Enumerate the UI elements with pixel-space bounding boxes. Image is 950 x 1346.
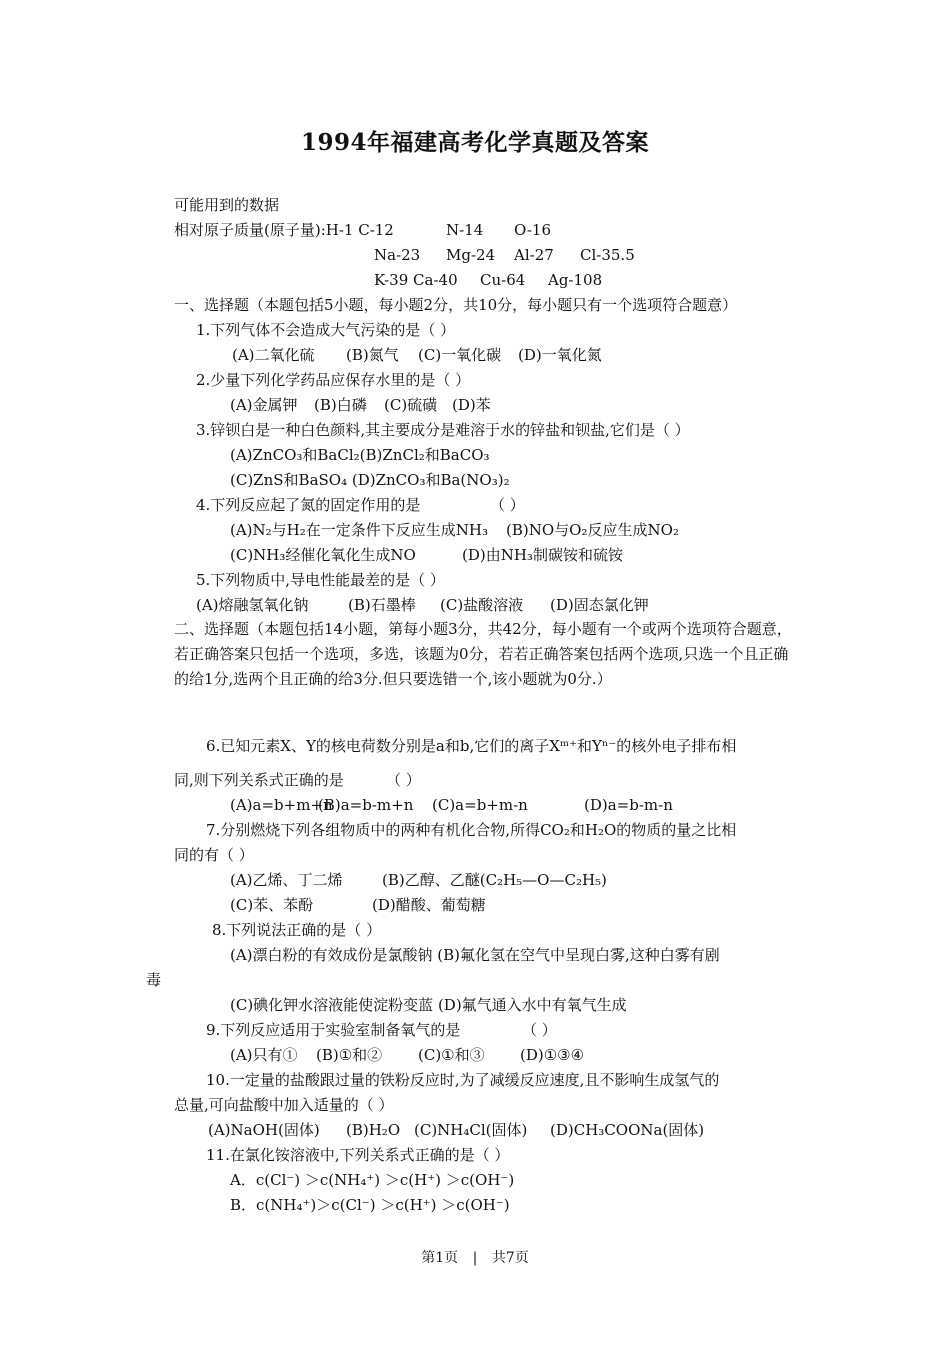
- option: (B)氮气: [346, 346, 399, 364]
- atomic-mass-item: Na-23: [374, 246, 421, 264]
- option: (D)①③④: [520, 1046, 585, 1064]
- option: (D)苯: [452, 396, 491, 414]
- data-heading: 可能用到的数据: [174, 196, 280, 214]
- option: (B)石墨棒: [348, 596, 416, 614]
- question-stem: 同,则下列关系式正确的是: [174, 771, 344, 789]
- option: (B)白磷: [314, 396, 367, 414]
- question-stem: 7.分别燃烧下列各组物质中的两种有机化合物,所得CO₂和H₂O的物质的量之比相: [206, 821, 737, 839]
- option: B．c(NH₄⁺)＞c(Cl⁻) ＞c(H⁺) ＞c(OH⁻): [230, 1196, 510, 1214]
- option: (D)一氧化氮: [518, 346, 602, 364]
- question-stem: 10.一定量的盐酸跟过量的铁粉反应时,为了减缓反应速度,且不影响生成氢气的: [206, 1071, 720, 1089]
- option-line: (A)ZnCO₃和BaCl₂(B)ZnCl₂和BaCO₃: [230, 446, 490, 464]
- option: (C)①和③: [418, 1046, 485, 1064]
- question-stem: 3.锌钡白是一种白色颜料,其主要成分是难溶于水的锌盐和钡盐,它们是（ ）: [196, 421, 690, 439]
- option: A．c(Cl⁻) ＞c(NH₄⁺) ＞c(H⁺) ＞c(OH⁻): [230, 1171, 515, 1189]
- atomic-mass-item: Al-27: [514, 246, 554, 264]
- section1-header: 一、选择题（本题包括5小题，每小题2分，共10分，每小题只有一个选项符合题意）: [174, 296, 738, 314]
- option: (A)只有①: [230, 1046, 298, 1064]
- option: (C)盐酸溶液: [440, 596, 524, 614]
- option: (A)二氧化硫: [232, 346, 315, 364]
- footer-separator: |: [472, 1250, 478, 1266]
- answer-paren: （ ）: [490, 496, 525, 514]
- question-stem: 4.下列反应起了氮的固定作用的是: [196, 496, 421, 514]
- option: (A)NaOH(固体): [208, 1121, 320, 1139]
- question-stem: 6.已知元素X、Y的核电荷数分别是a和b,它们的离子Xᵐ⁺和Yⁿ⁻的核外电子排布相: [206, 737, 737, 755]
- page-footer: [0, 1247, 950, 1267]
- option: (A)金属钾: [230, 396, 298, 414]
- answer-paren: （ ）: [522, 1021, 557, 1039]
- atomic-mass-item: Mg-24: [446, 246, 496, 264]
- option: (D)a=b-m-n: [584, 796, 673, 814]
- option: (A)乙烯、丁二烯: [230, 871, 343, 889]
- question-stem: 9.下列反应适用于实验室制备氧气的是: [206, 1021, 461, 1039]
- option: (B)H₂O: [346, 1121, 401, 1139]
- option: (D)由NH₃制碳铵和硫铵: [462, 546, 623, 564]
- option: (D)CH₃COONa(固体): [550, 1121, 705, 1139]
- option: (A)a=b+m+n: [230, 796, 333, 814]
- atomic-mass-label: 相对原子质量(原子量):H-1 C-12: [174, 221, 394, 239]
- option: (B)a=b-m+n: [318, 796, 414, 814]
- option: (C)NH₄Cl(固体): [414, 1121, 528, 1139]
- option: (D)醋酸、葡萄糖: [372, 896, 486, 914]
- atomic-mass-item: Cu-64: [480, 271, 526, 289]
- question-stem: 总量,可向盐酸中加入适量的（ ）: [174, 1096, 394, 1114]
- option: (B)①和②: [316, 1046, 383, 1064]
- question-stem: 2.少量下列化学药品应保存水里的是（ ）: [196, 371, 471, 389]
- question-stem: 同的有（ ）: [174, 846, 254, 864]
- option-line: (C)ZnS和BaSO₄ (D)ZnCO₃和Ba(NO₃)₂: [230, 471, 510, 489]
- option: (C)苯、苯酚: [230, 896, 314, 914]
- option-line: (C)碘化钾水溶液能使淀粉变蓝 (D)氟气通入水中有氧气生成: [230, 996, 627, 1014]
- atomic-mass-item: O-16: [514, 221, 552, 239]
- option: (C)NH₃经催化氧化生成NO: [230, 546, 416, 564]
- option: (A)熔融氢氧化钠: [196, 596, 309, 614]
- atomic-mass-item: Ag-108: [548, 271, 603, 289]
- question-stem: 11.在氯化铵溶液中,下列关系式正确的是（ ）: [206, 1146, 510, 1164]
- option: (B)NO与O₂反应生成NO₂: [506, 521, 679, 539]
- option: (C)a=b+m-n: [432, 796, 528, 814]
- question-stem: 1.下列气体不会造成大气污染的是（ ）: [196, 321, 456, 339]
- atomic-mass-item: N-14: [446, 221, 484, 239]
- option: (D)固态氯化钾: [550, 596, 649, 614]
- atomic-mass-item: Cl-35.5: [580, 246, 635, 264]
- option-line: (A)漂白粉的有效成份是氯酸钠 (B)氟化氢在空气中呈现白雾,这种白雾有剧: [230, 946, 720, 964]
- question-stem: 5.下列物质中,导电性能最差的是（ ）: [196, 571, 445, 589]
- question-stem: 8.下列说法正确的是（ ）: [212, 921, 382, 939]
- option: (A)N₂与H₂在一定条件下反应生成NH₃: [230, 521, 488, 539]
- atomic-mass-item: K-39 Ca-40: [374, 271, 458, 289]
- option-line-wrap: 毒: [146, 971, 162, 989]
- answer-paren: （ ）: [386, 771, 421, 789]
- option: (C)一氧化碳: [418, 346, 502, 364]
- page-total: 共7页: [491, 1250, 529, 1266]
- section2-header: 二、选择题（本题包括14小题，第每小题3分，共42分，每小题有一个或两个选项符合题意，若正确答案只包括一个选项，多选，该题为0分，若若正确答案包括两个选项,只选一个且正确的给1分,选两个且正确的给3分.但只要选错一个,该小题就为0分.）: [174, 620, 792, 688]
- option: (C)硫磺: [384, 396, 438, 414]
- page-title: 1994年福建高考化学真题及答案: [300, 129, 649, 156]
- option: (B)乙醇、乙醚(C₂H₅—O—C₂H₅): [382, 871, 607, 889]
- page-number: 第1页: [421, 1250, 459, 1266]
